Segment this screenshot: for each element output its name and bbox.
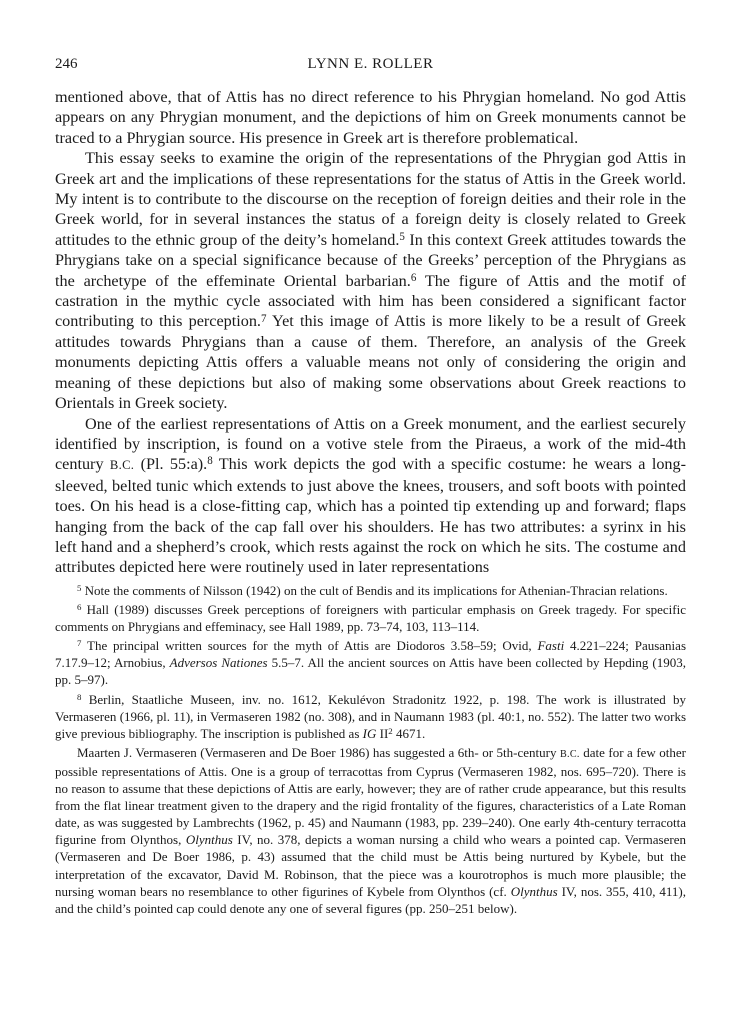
paragraph-1-text: mentioned above, that of Attis has no direct reference to his Phrygian homeland. No god Attis appears on any Phrygian monument, and the depictions of him on Greek monuments cannot be traced to a Phrygian source. His presence in Greek art is therefore problematical. — [55, 88, 686, 147]
footnote-7-adversos: Adversos Nationes — [169, 655, 268, 671]
footnote-7-text-a: The principal written sources for the myth of Attis are Diodoros 3.58–59; Ovid, — [87, 638, 538, 654]
footnote-7-text-c: 5.5–7. All the ancient sources on Attis have been collected by Hepding (1903, pp. 5–97). — [55, 655, 686, 688]
footnote-5 — [55, 582, 686, 599]
page-header — [55, 56, 686, 78]
footnote-8 — [55, 691, 686, 742]
footnote-8-number: 8 — [77, 691, 82, 702]
footnote-ref-5[interactable]: 5 — [399, 230, 405, 243]
footnote-8-text-a: Berlin, Staatliche Museen, inv. no. 1612, Kekulévon Stradonitz 1922, p. 198. The work is illustrated by Vermaseren (1966, pl. 11), in Vermaseren 1982 (no. 308), and in Naumann 1983 (pl. 40:1, no. 552). The latter two works give previous bibliography. The inscription is published as — [55, 691, 686, 741]
footnote-8-text-b: 4671. — [392, 725, 426, 741]
footnote-9-text-c: IV, no. 378, depicts a woman nursing a child who wears a pointed cap. Vermaseren (Vermaseren and De Boer 1986, p. 43) assumed that the child must be Attis being nurtured by Kybele, but the interpretation of the excavator, David M. Robinson, that the piece was a kourotrophos is much more plausible; the nursing woman bears no resemblance to other figurines of Kybele from Olynthos (cf. — [55, 832, 686, 899]
footnote-9-text-b: date for a few other possible representations of Attis. One is a group of terracottas from Cyprus (Vermaseren 1982, nos. 695–720). There is no reason to assume that these depictions of Attis are early, however; they are of rather crude appearance, but this results from the flat linear treatment given to the drapery and the rigid frontality of the figures, characteristics of a Late Roman date, as was suggested by Lambrechts (1962, p. 45) and Naumann (1983, pp. 239–240). One early 4th-century terracotta figurine from Olynthos, — [55, 744, 687, 848]
paragraph-3-text-b: (Pl. 55:a). — [134, 455, 208, 474]
paragraph-2-text-c: The figure of Attis and the motif of castration in the mythic cycle associated with him has been considered a significant factor contributing to this perception. — [55, 271, 686, 331]
footnote-8-ig: IG — [362, 725, 377, 741]
page-number: 246 — [55, 56, 78, 72]
running-head: LYNN E. ROLLER — [307, 56, 434, 72]
footnote-ref-8[interactable]: 8 — [207, 455, 213, 468]
footnote-7-number: 7 — [77, 638, 82, 649]
paragraph-3-text-a: One of the earliest representations of Attis on a Greek monument, and the earliest securely identified by inscription, is found on a votive stele from the Piraeus, a work of the mid-4th century — [55, 414, 686, 474]
footnote-7 — [55, 637, 686, 688]
paragraph-2-text-b: In this context Greek attitudes towards the Phrygians take on a special significance because of the Greeks’ perception of the Phrygians as the archetype of the effeminate Oriental barbarian. — [55, 230, 686, 290]
paragraph-1 — [55, 87, 686, 148]
footnote-5-number: 5 — [77, 583, 82, 594]
main-text — [55, 87, 686, 578]
paragraph-2-text-d: Yet this image of Attis is more likely to be a result of Greek attitudes towards Phrygians than a cause of them. Therefore, an analysis of the Greek monuments depicting Attis offers a valuable means not only of considering the origin and meaning of these depictions but also of making some observations about Greek reactions to Orientals in Greek society. — [55, 312, 686, 413]
footnote-6-text: Hall (1989) discusses Greek perceptions of foreigners with particular emphasis on Greek tragedy. For specific comments on Phrygians and effeminacy, see Hall 1989, pp. 73–74, 103, 113–114. — [55, 602, 686, 635]
footnote-ref-6[interactable]: 6 — [410, 271, 417, 284]
footnote-6-number: 6 — [77, 602, 82, 613]
footnote-8-ig-sup: 2 — [388, 725, 393, 736]
footnote-9-olynthus-2: Olynthus — [510, 883, 558, 899]
footnote-6 — [55, 601, 686, 635]
footnote-9 — [55, 744, 686, 917]
footnote-9-text-a: Maarten J. Vermaseren (Vermaseren and De Boer 1986) has suggested a 6th- or 5th-century — [77, 744, 560, 760]
footnotes — [55, 582, 686, 919]
paragraph-2 — [55, 148, 686, 413]
footnote-7-fasti: Fasti — [537, 638, 565, 654]
footnote-9-era: B.C. — [559, 748, 580, 760]
footnote-ref-7[interactable]: 7 — [260, 312, 267, 325]
paragraph-2-text-a: This essay seeks to examine the origin of the representations of the Phrygian god Attis in Greek art and the implications of these representations for the status of Attis in the Greek world. My intent is to contribute to the discourse on the reception of foreign deities and their role in the Greek world, for in several instances the status of a foreign deity is closely related to Greek attitudes to the ethnic group of the deity’s homeland. — [55, 149, 686, 249]
footnote-7-text-b: 4.221–224; Pausanias 7.17.9–12; Arnobius, — [55, 638, 686, 671]
paragraph-3 — [55, 414, 686, 578]
footnote-8-ig-roman: II — [376, 725, 389, 741]
footnote-5-text: Note the comments of Nilsson (1942) on the cult of Bendis and its implications for Athenian-Thracian relations. — [84, 583, 668, 598]
footnote-9-olynthus-1: Olynthus — [185, 832, 233, 848]
paragraph-3-era: B.C. — [109, 458, 135, 473]
footnote-9-text-d: IV, nos. 355, 410, 411), and the child’s pointed cap could denote any one of several figures (pp. 250–251 below). — [55, 883, 686, 916]
paragraph-3-text-c: This work depicts the god with a specific costume: he wears a long-sleeved, belted tunic which extends to just above the knees, trousers, and soft boots with pointed toes. On his head is a close-fitting cap, which has a pointed tip extending up and forward; flaps hanging from the back of the cap fall over his shoulders. He has two attributes: a syrinx in his left hand and a shepherd’s crook, which rests against the rock on which he sits. The costume and attributes depicted here were routinely used in later representations — [55, 455, 686, 577]
